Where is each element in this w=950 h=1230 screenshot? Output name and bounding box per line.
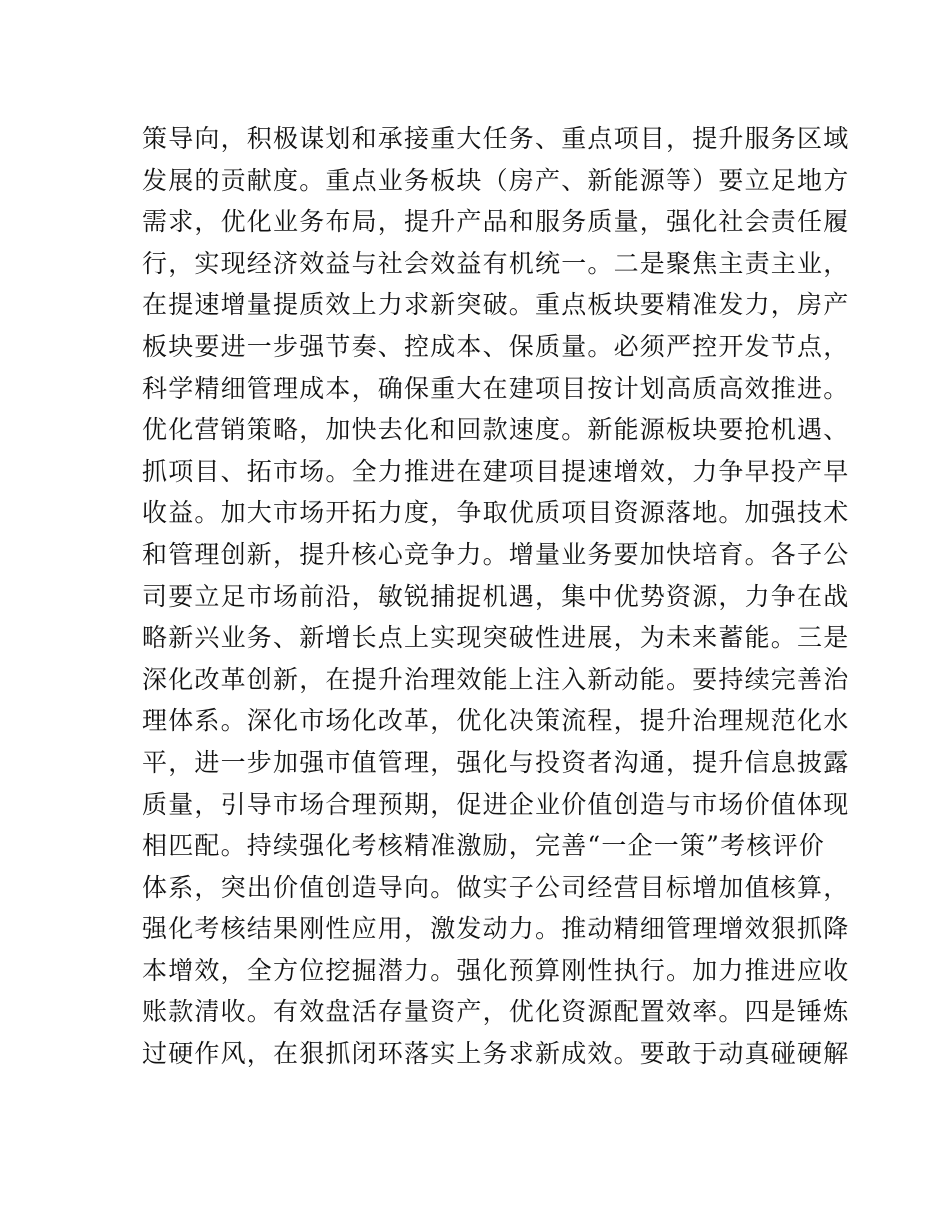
text-line: 科学精细管理成本，确保重大在建项目按计划高质高效推进。 (142, 373, 850, 403)
text-line: 强化考核结果刚性应用，激发动力。推动精细管理增效狠抓降 (142, 914, 850, 944)
text-line: 和管理创新，提升核心竞争力。增量业务要加快培育。各子公 (142, 539, 850, 569)
text-line: 优化营销策略，加快去化和回款速度。新能源板块要抢机遇、 (142, 415, 850, 445)
text-line: 策导向，积极谋划和承接重大任务、重点项目，提升服务区域 (142, 124, 850, 153)
text-line: 平，进一步加强市值管理，强化与投资者沟通，提升信息披露 (142, 747, 850, 777)
text-line: 收益。加大市场开拓力度，争取优质项目资源落地。加强技术 (142, 498, 850, 528)
text-line: 略新兴业务、新增长点上实现突破性进展，为未来蓄能。三是 (142, 623, 850, 653)
text-line: 抓项目、拓市场。全力推进在建项目提速增效，力争早投产早 (142, 456, 850, 486)
text-line: 过硬作风，在狠抓闭环落实上务求新成效。要敢于动真碰硬解 (142, 1039, 850, 1069)
text-line: 体系，突出价值创造导向。做实子公司经营目标增加值核算， (142, 872, 850, 902)
text-line: 理体系。深化市场化改革，优化决策流程，提升治理规范化水 (142, 706, 850, 736)
text-line: 在提速增量提质效上力求新突破。重点板块要精准发力，房产 (142, 290, 850, 320)
text-line: 账款清收。有效盘活存量资产，优化资源配置效率。四是锤炼 (142, 997, 850, 1027)
text-line: 相匹配。持续强化考核精准激励，完善“一企一策”考核评价 (142, 831, 825, 861)
body-text (142, 118, 850, 1075)
text-line: 板块要进一步强节奏、控成本、保质量。必须严控开发节点， (142, 331, 850, 361)
text-line: 司要立足市场前沿，敏锐捕捉机遇，集中优势资源，力争在战 (142, 581, 850, 611)
text-line: 深化改革创新，在提升治理效能上注入新动能。要持续完善治 (142, 664, 850, 694)
text-line: 需求，优化业务布局，提升产品和服务质量，强化社会责任履 (142, 207, 850, 237)
text-line: 质量，引导市场合理预期，促进企业价值创造与市场价值体现 (142, 789, 850, 819)
text-line: 本增效，全方位挖掘潜力。强化预算刚性执行。加力推进应收 (142, 955, 850, 985)
text-line: 发展的贡献度。重点业务板块（房产、新能源等）要立足地方 (142, 165, 850, 195)
text-line: 行，实现经济效益与社会效益有机统一。二是聚焦主责主业， (142, 248, 850, 278)
